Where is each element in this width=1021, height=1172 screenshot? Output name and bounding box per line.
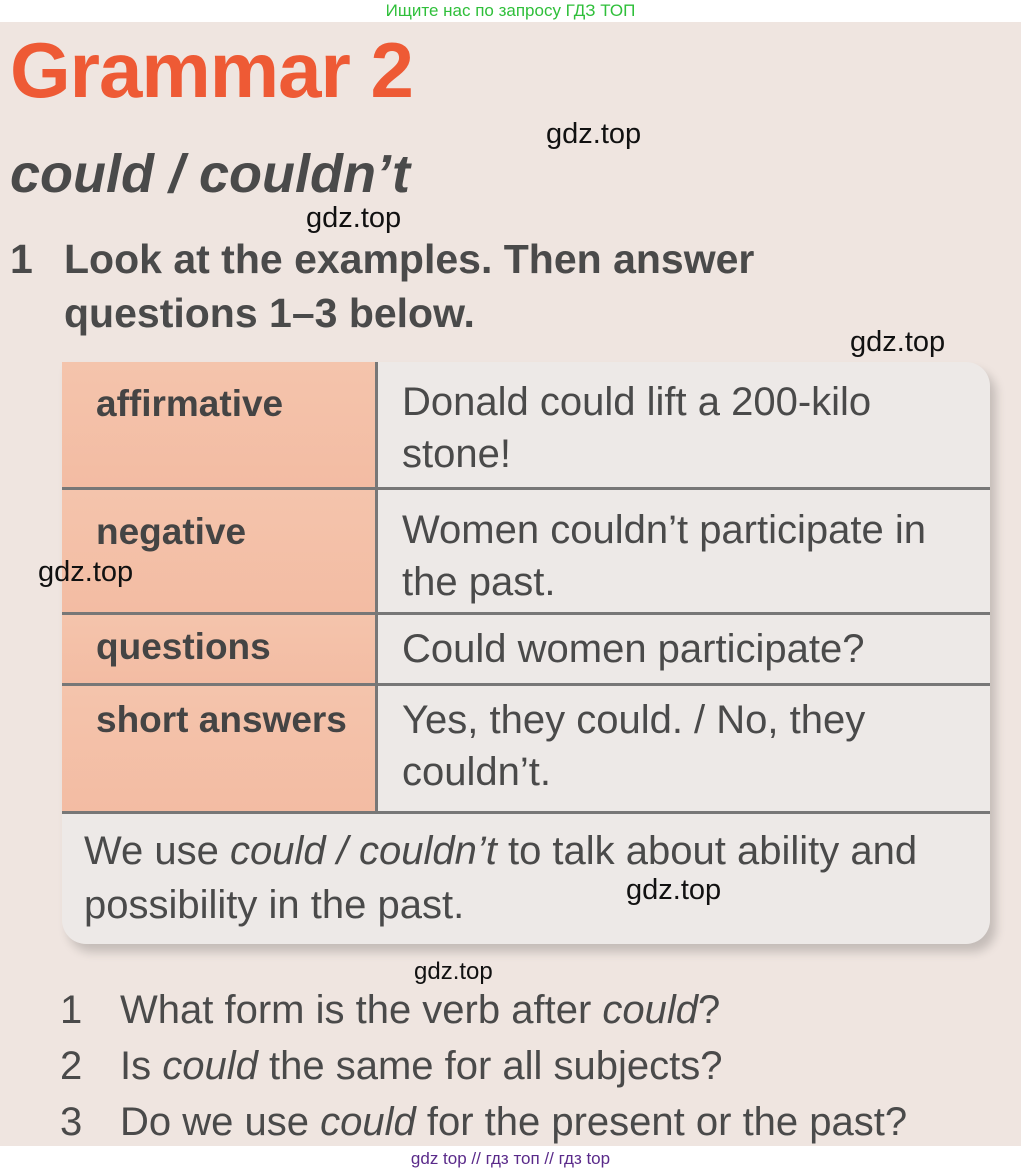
row-example: Yes, they could. / No, they couldn’t. <box>402 698 866 794</box>
question-text-start: What form is the verb after <box>120 988 603 1032</box>
table-row-questions <box>62 615 990 686</box>
question-text-end: ? <box>698 988 721 1032</box>
list-item <box>60 1094 1015 1150</box>
question-text-start: Is <box>120 1044 163 1088</box>
row-label-cell <box>62 686 378 811</box>
question-text-start: Do we use <box>120 1100 321 1144</box>
watermark: gdz.top <box>306 202 402 234</box>
grammar-table <box>62 362 990 814</box>
row-label: short answers <box>96 699 347 740</box>
question-text-end: for the present or the past? <box>415 1100 908 1144</box>
table-row-short-answers <box>62 686 990 814</box>
watermark: gdz.top <box>414 958 493 985</box>
watermark: gdz.top <box>626 874 722 906</box>
question-text <box>120 1038 723 1094</box>
question-text-italic: could <box>320 1100 416 1144</box>
grammar-panel <box>62 362 990 944</box>
row-label-cell <box>62 362 378 487</box>
row-label-cell <box>62 490 378 612</box>
rule-text-end: to talk about ability and possibility in the past. <box>84 829 918 927</box>
question-text-italic: could <box>162 1044 258 1088</box>
question-number: 1 <box>60 988 83 1032</box>
question-number: 2 <box>60 1044 83 1088</box>
rule-text-italic: could / couldn’t <box>230 829 497 873</box>
watermark: gdz.top <box>546 118 642 150</box>
row-label: questions <box>96 626 271 667</box>
question-list <box>60 982 1015 1150</box>
top-banner[interactable]: Ищите нас по запросу ГДЗ ТОП <box>385 1 636 20</box>
row-label-cell <box>62 615 378 683</box>
question-text-end: the same for all subjects? <box>257 1044 723 1088</box>
list-item <box>60 1038 1015 1094</box>
exercise-text: Look at the examples. Then answer questions 1–3 below. <box>64 236 755 336</box>
row-example: Women couldn’t participate in the past. <box>402 508 926 604</box>
row-example: Could women participate? <box>402 627 865 671</box>
row-label: affirmative <box>96 383 284 424</box>
question-text-italic: could <box>602 988 699 1032</box>
page-title: Grammar 2 <box>10 26 413 114</box>
bottom-banner[interactable]: gdz top // гдз топ // гдз top <box>410 1149 611 1168</box>
table-row-affirmative <box>62 362 990 490</box>
watermark: gdz.top <box>38 556 134 588</box>
watermark: gdz.top <box>850 326 946 358</box>
question-text <box>120 982 720 1038</box>
question-text <box>120 1094 907 1150</box>
section-subtitle: could / couldn’t <box>10 144 410 204</box>
grammar-rule <box>84 824 974 932</box>
question-number: 3 <box>60 1100 83 1144</box>
table-row-negative <box>62 490 990 615</box>
exercise-number: 1 <box>10 236 33 282</box>
row-example: Donald could lift a 200-kilo stone! <box>402 380 872 476</box>
row-label: negative <box>96 511 247 552</box>
rule-text-start: We use <box>84 829 230 873</box>
list-item <box>60 982 1015 1038</box>
